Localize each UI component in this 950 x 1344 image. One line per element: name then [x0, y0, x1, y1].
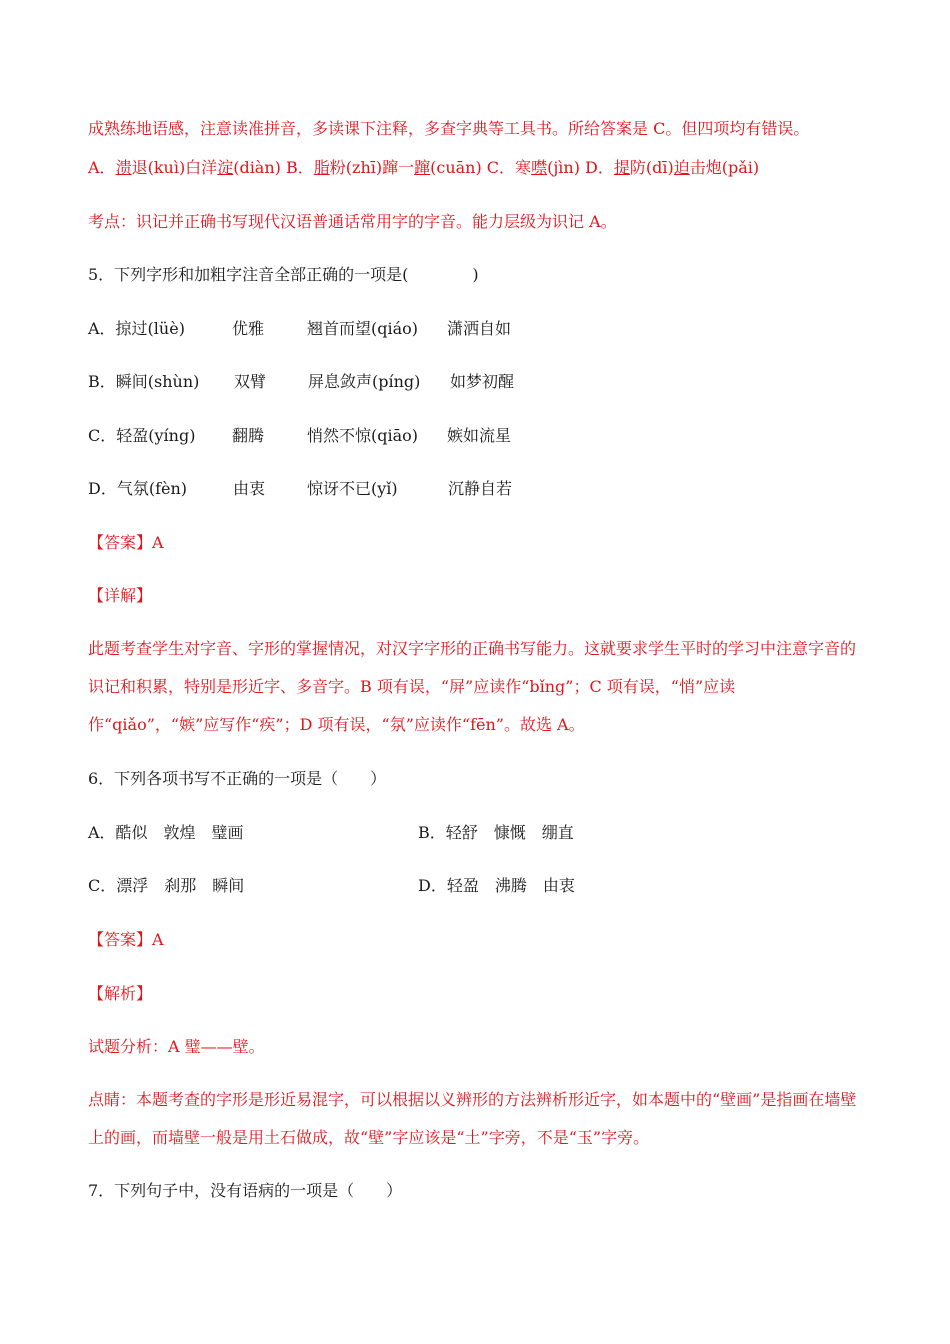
intro-opt-a-text-2: (diàn) B．: [233, 158, 314, 177]
q5-option-c-word3: 悄然不惊(qiāo): [307, 426, 419, 445]
q7-stem: 7．下列句子中，没有语病的一项是（ ）: [88, 1181, 403, 1200]
q5-option-b-word1: B．瞬间(shùn): [88, 372, 200, 391]
q5-option-d-word1: D．气氛(fèn): [88, 479, 188, 498]
q5-option-a-word4: 潇洒自如: [447, 319, 512, 338]
q5-option-b-word3: 屏息敛声(píng): [308, 372, 421, 391]
q5-stem: 5．下列字形和加粗字注音全部正确的一项是( ): [88, 265, 479, 284]
intro-opt-d-text-2: 击炮(pǎi): [689, 158, 760, 177]
intro-opt-a-text: 退(kuì)白洋: [131, 158, 218, 177]
q6-option-d: D．轻盈 沸腾 由衷: [418, 876, 575, 895]
q6-option-a: A．酷似 敦煌 璧画: [88, 823, 244, 842]
intro-opt-c-underlined: 噤: [531, 158, 548, 177]
q5-option-b-word4: 如梦初醒: [450, 372, 515, 391]
q5-option-d-word2: 由衷: [233, 479, 266, 498]
intro-options: [88, 157, 759, 179]
q5-option-a-word3: 翘首而望(qiáo): [307, 319, 419, 338]
intro-opt-d-underlined-2: 迫: [673, 158, 690, 177]
q6-dianjing: 点睛：本题考查的字形是形近易混字，可以根据以义辨形的方法辨析形近字，如本题中的“壁画”是指画在墙壁上的画，而墙壁一般是用土石做成，故“壁”字应该是“土”字旁，不是“玉”字旁。: [88, 1090, 857, 1147]
intro-line: 成熟练地语感，注意读准拼音，多读课下注释，多查字典等工具书。所给答案是 C。但四项均有错误。: [88, 119, 810, 138]
q6-stem: 6．下列各项书写不正确的一项是（ ）: [88, 769, 387, 788]
q6-option-b: B．轻舒 慷慨 绷直: [418, 823, 574, 842]
intro-opt-b-text-2: (cuān) C．寒: [430, 158, 532, 177]
q6-analysis: 试题分析：A 璧——壁。: [88, 1037, 265, 1056]
q6-answer: 【答案】A: [88, 930, 164, 949]
q5-option-c-word2: 翻腾: [232, 426, 265, 445]
intro-opt-c-text: (jìn) D．: [547, 158, 614, 177]
q5-option-d-word4: 沉静自若: [448, 479, 513, 498]
q6-analysis-label: 【解析】: [88, 984, 153, 1003]
q5-option-c-word4: 嫉如流星: [447, 426, 512, 445]
intro-opt-b-underlined: 脂: [313, 158, 330, 177]
intro-opt-d-underlined: 提: [613, 158, 630, 177]
intro-opt-a-underlined: 溃: [115, 158, 132, 177]
intro-opt-a-label: A．: [88, 158, 116, 177]
kaodian-note: 考点：识记并正确书写现代汉语普通话常用字的字音。能力层级为识记 A。: [88, 212, 617, 231]
intro-opt-b-underlined-2: 蹿: [414, 158, 431, 177]
intro-opt-d-text: 防(dī): [629, 158, 674, 177]
intro-opt-b-text: 粉(zhī)蹿一: [329, 158, 415, 177]
q5-detail-label: 【详解】: [88, 586, 153, 605]
q5-option-a-word1: A．掠过(lüè): [88, 319, 185, 338]
q5-answer: 【答案】A: [88, 533, 164, 552]
q5-option-c-word1: C．轻盈(yíng): [88, 426, 196, 445]
q5-option-a-word2: 优雅: [232, 319, 265, 338]
q6-option-c: C．漂浮 刹那 瞬间: [88, 876, 245, 895]
q5-option-d-word3: 惊讶不已(yǐ): [307, 479, 398, 498]
intro-opt-a-underlined-2: 淀: [217, 158, 234, 177]
q5-detail: 此题考查学生对字音、字形的掌握情况，对汉字字形的正确书写能力。这就要求学生平时的学习中注意字音的识记和积累，特别是形近字、多音字。B 项有误，“屏”应读作“bǐng”；C 项有误，“悄”应读作“qiǎo”，“嫉”应写作“疾”；D 项有误，“氛”应读作“fēn”。故选 A。: [88, 639, 857, 734]
q5-option-b-word2: 双臂: [234, 372, 267, 391]
